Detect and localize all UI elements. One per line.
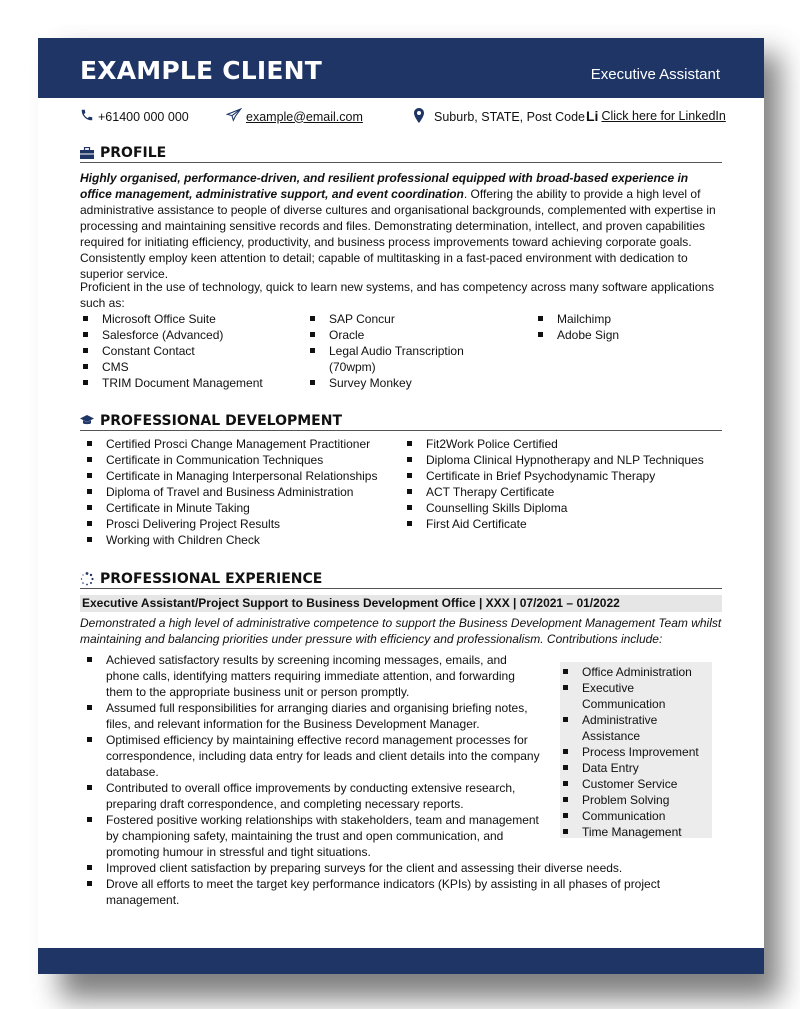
development-item: Certificate in Minute Taking — [84, 500, 384, 516]
skill-item: Process Improvement — [560, 744, 712, 760]
development-heading: PROFESSIONAL DEVELOPMENT — [80, 411, 722, 431]
software-item: Microsoft Office Suite — [80, 311, 300, 327]
header-bar — [38, 38, 764, 98]
achievement-item: Assumed full responsibilities for arranging diaries and organising briefing notes, files, and relevant information for the Business Development Manager. — [84, 700, 542, 732]
profile-body: . Offering the ability to provide a high level of administrative assistance to people of diverse cultures and organisational backgrounds, complemented with expertise in processing and maintaining sensitive records and files. Demonstrating determination, intellect, and proven capabilities required for initiating efficiency, productivity, and business process improvements toward achieving corporate goals. Consistently employ keen attention to detail; capable of multitasking in a fast-paced environment with dedication to superior service. — [80, 187, 716, 281]
software-item: Adobe Sign — [535, 327, 685, 343]
contact-row — [80, 108, 726, 128]
development-item: Counselling Skills Diploma — [404, 500, 714, 516]
achievements-list — [84, 652, 542, 860]
map-pin-icon — [414, 108, 424, 126]
client-name: EXAMPLE CLIENT — [80, 56, 323, 85]
software-item: Survey Monkey — [307, 375, 487, 391]
skill-item: Communication — [560, 808, 712, 824]
skills-list — [560, 664, 712, 840]
achievement-item: Drove all efforts to meet the target key performance indicators (KPIs) by assisting in all phases of project management. — [84, 876, 722, 908]
skill-item: Time Management — [560, 824, 712, 840]
phone-icon — [80, 108, 94, 125]
graduation-cap-icon — [80, 415, 94, 426]
software-item: Salesforce (Advanced) — [80, 327, 300, 343]
skill-item: Problem Solving — [560, 792, 712, 808]
skill-item: Office Administration — [560, 664, 712, 680]
development-item: Certificate in Communication Techniques — [84, 452, 384, 468]
development-item: Diploma Clinical Hypnotherapy and NLP Techniques — [404, 452, 714, 468]
software-item: Legal Audio Transcription (70wpm) — [307, 343, 487, 375]
software-list-col3 — [535, 311, 685, 343]
experience-heading: PROFESSIONAL EXPERIENCE — [80, 569, 722, 589]
software-item: Mailchimp — [535, 311, 685, 327]
development-item: First Aid Certificate — [404, 516, 714, 532]
profile-lead: Highly organised, performance-driven, and resilient professional equipped with broad-based experience in office management, administrative support, and event coordination — [80, 171, 689, 201]
achievement-item: Fostered positive working relationships with stakeholders, team and management by championing safety, maintaining the trust and open communication, and promoting humour in stressful and tight situations. — [84, 812, 542, 860]
profile-summary — [80, 170, 722, 282]
software-intro: Proficient in the use of technology, quick to learn new systems, and has competency across many software applications such as: — [80, 280, 715, 310]
development-item: Prosci Delivering Project Results — [84, 516, 384, 532]
development-item: Certified Prosci Change Management Practitioner — [84, 436, 384, 452]
software-list-col1 — [80, 311, 300, 391]
job-summary: Demonstrated a high level of administrative competence to support the Business Development Management Team whilst maintaining and balancing priorities under pressure with efficiency and professionalism. Contributions include: — [80, 616, 722, 646]
achievement-item: Optimised efficiency by maintaining effective record management processes for correspondence, including data entry for leads and client details into the company database. — [84, 732, 542, 780]
development-item: ACT Therapy Certificate — [404, 484, 714, 500]
development-item: Certificate in Managing Interpersonal Relationships — [84, 468, 384, 484]
development-item: Fit2Work Police Certified — [404, 436, 714, 452]
achievement-item: Achieved satisfactory results by screening incoming messages, emails, and phone calls, identifying matters requiring immediate attention, and forwarding them to the appropriate business unit or person promptly. — [84, 652, 542, 700]
development-list-col2 — [404, 436, 714, 532]
footer-bar — [38, 948, 764, 974]
skill-item: Executive Communication — [560, 680, 712, 712]
paper-plane-icon — [226, 108, 242, 125]
development-list-col1 — [84, 436, 384, 548]
briefcase-icon — [80, 147, 94, 159]
software-item: Oracle — [307, 327, 487, 343]
skill-item: Data Entry — [560, 760, 712, 776]
linkedin-icon: Li — [586, 108, 599, 124]
development-item: Working with Children Check — [84, 532, 384, 548]
location-text: Suburb, STATE, Post Code — [434, 110, 585, 124]
software-list-col2 — [307, 311, 487, 391]
contact-location — [414, 108, 585, 126]
development-item: Diploma of Travel and Business Administration — [84, 484, 384, 500]
email-link[interactable]: example@email.com — [246, 109, 363, 124]
loading-spinner-icon — [80, 572, 94, 586]
contact-phone — [80, 108, 189, 125]
achievement-item: Improved client satisfaction by preparing surveys for the client and assessing their diverse needs. — [84, 860, 722, 876]
phone-number: +61400 000 000 — [98, 109, 189, 124]
skills-box — [560, 662, 712, 838]
software-item: SAP Concur — [307, 311, 487, 327]
skill-item: Administrative Assistance — [560, 712, 712, 744]
profile-heading: PROFILE — [80, 143, 722, 163]
achievement-item: Contributed to overall office improvements by conducting extensive research, preparing draft correspondence, and completing necessary reports. — [84, 780, 542, 812]
software-item: TRIM Document Management — [80, 375, 300, 391]
software-item: CMS — [80, 359, 300, 375]
linkedin-link[interactable]: Click here for LinkedIn — [601, 109, 726, 123]
contact-email[interactable] — [226, 108, 363, 125]
skill-item: Customer Service — [560, 776, 712, 792]
job-role: Executive Assistant — [590, 66, 720, 83]
resume-page — [38, 38, 764, 974]
achievements-list-full — [84, 860, 722, 908]
contact-linkedin[interactable] — [586, 108, 726, 124]
development-item: Certificate in Brief Psychodynamic Therapy — [404, 468, 714, 484]
software-item: Constant Contact — [80, 343, 300, 359]
job-title-bar: Executive Assistant/Project Support to Business Development Office | XXX | 07/2021 – 01/2022 — [80, 595, 722, 612]
